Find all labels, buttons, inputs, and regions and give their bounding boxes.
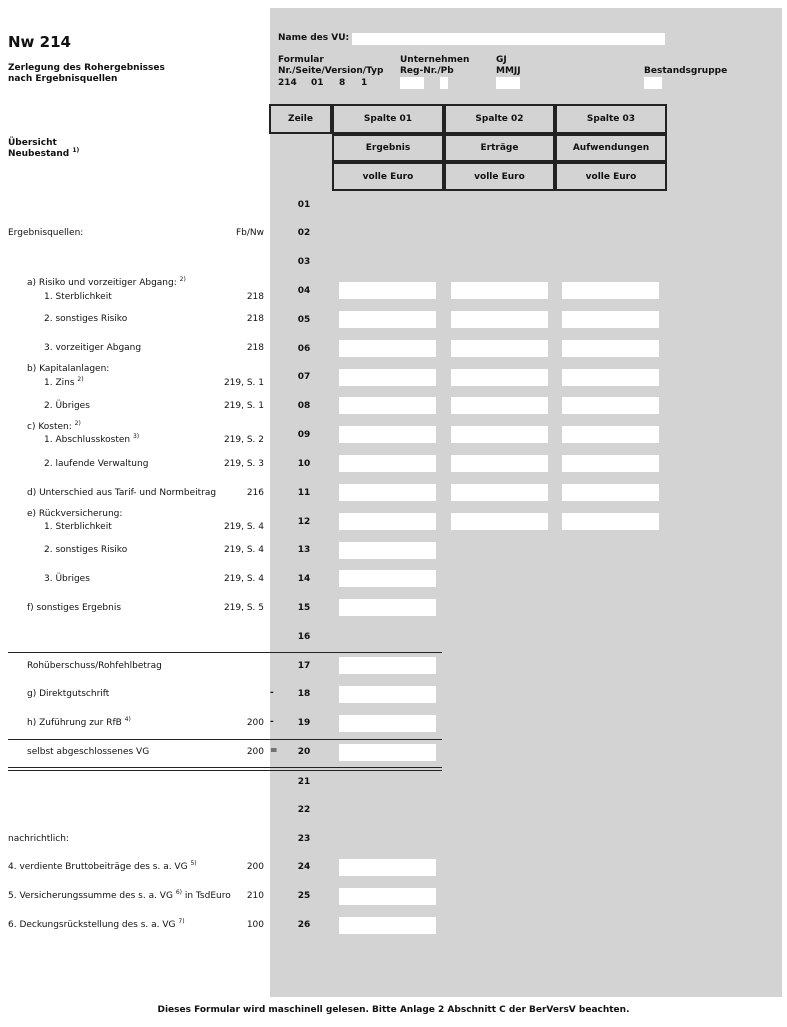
- form-subtitle: Zerlegung des Rohergebnisses nach Ergebnisquellen: [8, 63, 165, 84]
- input-r17-s01[interactable]: [339, 657, 436, 674]
- item-e-head: e) Rückversicherung:: [27, 509, 123, 519]
- item-n5-ref: 210: [246, 891, 264, 901]
- pb-field[interactable]: [440, 77, 448, 89]
- zeile-header: Zeile: [269, 104, 332, 134]
- input-r24-s01[interactable]: [339, 859, 436, 876]
- input-r11-s02[interactable]: [451, 484, 548, 501]
- formular-value-seite: 01: [311, 78, 324, 88]
- input-r06-s01[interactable]: [339, 340, 436, 357]
- input-r13-s01[interactable]: [339, 542, 436, 559]
- input-r08-s01[interactable]: [339, 397, 436, 414]
- item-e1-ref: 219, S. 4: [223, 522, 264, 532]
- input-r11-s01[interactable]: [339, 484, 436, 501]
- row-number: 11: [297, 488, 311, 498]
- input-r05-s03[interactable]: [562, 311, 659, 328]
- row-number: 02: [297, 228, 311, 238]
- item-b2: 2. Übriges: [44, 401, 90, 411]
- input-r18-s01[interactable]: [339, 686, 436, 703]
- reg-nr-field[interactable]: [400, 77, 424, 89]
- row-number: 19: [297, 718, 311, 728]
- input-r19-s01[interactable]: [339, 715, 436, 732]
- item-b-head: b) Kapitalanlagen:: [27, 364, 110, 374]
- item-a3-ref: 218: [246, 343, 264, 353]
- column-unit-1: volle Euro: [332, 162, 444, 191]
- double-line-bottom: [8, 770, 442, 771]
- column-unit-3: volle Euro: [555, 162, 667, 191]
- item-a2-ref: 218: [246, 314, 264, 324]
- input-r06-s03[interactable]: [562, 340, 659, 357]
- item-d: d) Unterschied aus Tarif- und Normbeitrag: [27, 488, 217, 498]
- row-number: 08: [297, 401, 311, 411]
- item-c-head: c) Kosten: $^{2)}$: [27, 420, 81, 432]
- item-n5: 5. Versicherungssumme des s. a. VG $^{6)}$ in TsdEuro: [8, 889, 231, 901]
- input-r10-s03[interactable]: [562, 455, 659, 472]
- spalte-02-header: Spalte 02: [444, 104, 555, 134]
- input-r08-s03[interactable]: [562, 397, 659, 414]
- item-n4: 4. verdiente Bruttobeiträge des s. a. VG $^{5)}$: [8, 860, 197, 872]
- column-name-aufwendungen: Aufwendungen: [555, 134, 667, 162]
- gj-label: GJ MMJJ: [496, 55, 521, 76]
- item-roh: Rohüberschuss/Rohfehlbetrag: [27, 661, 162, 671]
- input-r08-s02[interactable]: [451, 397, 548, 414]
- item-sav: selbst abgeschlossenes VG: [27, 747, 150, 757]
- input-r09-s01[interactable]: [339, 426, 436, 443]
- input-r09-s02[interactable]: [451, 426, 548, 443]
- item-e3-ref: 219, S. 4: [223, 574, 264, 584]
- separator-line: [8, 652, 442, 653]
- row-number: 01: [297, 200, 311, 210]
- item-c1: 1. Abschlusskosten $^{3)}$: [44, 433, 140, 445]
- item-h-ref: 200: [246, 718, 264, 728]
- vu-label: Name des VU:: [278, 33, 350, 43]
- row-number: 18: [297, 689, 311, 699]
- item-a1: 1. Sterblichkeit: [44, 292, 112, 302]
- item-b1-ref: 219, S. 1: [223, 378, 264, 388]
- item-a3: 3. vorzeitiger Abgang: [44, 343, 142, 353]
- input-r06-s02[interactable]: [451, 340, 548, 357]
- input-r07-s02[interactable]: [451, 369, 548, 386]
- item-e1: 1. Sterblichkeit: [44, 522, 112, 532]
- nachrichtlich-label: nachrichtlich:: [8, 834, 69, 844]
- row-number: 20: [297, 747, 311, 757]
- row-number: 26: [297, 920, 311, 930]
- input-r12-s01[interactable]: [339, 513, 436, 530]
- item-f-ref: 219, S. 5: [223, 603, 264, 613]
- input-r04-s02[interactable]: [451, 282, 548, 299]
- gj-field[interactable]: [496, 77, 520, 89]
- column-name-ertraege: Erträge: [444, 134, 555, 162]
- bestand-field[interactable]: [644, 77, 662, 89]
- footer-note: Dieses Formular wird maschinell gelesen. Bitte Anlage 2 Abschnitt C der BerVersV beachten.: [157, 1005, 630, 1015]
- input-r10-s01[interactable]: [339, 455, 436, 472]
- input-r07-s03[interactable]: [562, 369, 659, 386]
- input-r05-s01[interactable]: [339, 311, 436, 328]
- row-number: 12: [297, 517, 311, 527]
- formular-value-version: 8: [339, 78, 346, 88]
- row-number: 16: [297, 632, 311, 642]
- input-r04-s03[interactable]: [562, 282, 659, 299]
- item-n6: 6. Deckungsrückstellung des s. a. VG $^{7)}$: [8, 918, 185, 930]
- input-r11-s03[interactable]: [562, 484, 659, 501]
- row-number: 07: [297, 372, 311, 382]
- row-number: 03: [297, 257, 311, 267]
- item-c1-ref: 219, S. 2: [223, 435, 264, 445]
- spalte-01-header: Spalte 01: [332, 104, 444, 134]
- item-e3: 3. Übriges: [44, 574, 90, 584]
- item-sav-operator: =: [270, 746, 278, 756]
- row-number: 14: [297, 574, 311, 584]
- row-number: 10: [297, 459, 311, 469]
- row-number: 21: [297, 777, 311, 787]
- double-line-top: [8, 767, 442, 768]
- sources-ref-header: Fb/Nw: [235, 228, 264, 238]
- row-number: 15: [297, 603, 311, 613]
- item-h-operator: -: [270, 717, 274, 727]
- row-number: 23: [297, 834, 311, 844]
- row-number: 24: [297, 862, 311, 872]
- row-number: 22: [297, 805, 311, 815]
- item-n6-ref: 100: [246, 920, 264, 930]
- input-r07-s01[interactable]: [339, 369, 436, 386]
- item-a2: 2. sonstiges Risiko: [44, 314, 128, 324]
- item-b2-ref: 219, S. 1: [223, 401, 264, 411]
- item-a1-ref: 218: [246, 292, 264, 302]
- formular-value-typ: 1: [361, 78, 368, 88]
- item-sav-ref: 200: [246, 747, 264, 757]
- input-r05-s02[interactable]: [451, 311, 548, 328]
- input-r14-s01[interactable]: [339, 570, 436, 587]
- input-r25-s01[interactable]: [339, 888, 436, 905]
- item-g-operator: -: [270, 688, 274, 698]
- input-r04-s01[interactable]: [339, 282, 436, 299]
- item-c2-ref: 219, S. 3: [223, 459, 264, 469]
- input-r10-s02[interactable]: [451, 455, 548, 472]
- formular-label: Formular Nr./Seite/Version/Typ: [278, 55, 384, 76]
- item-e2-ref: 219, S. 4: [223, 545, 264, 555]
- item-h: h) Zuführung zur RfB $^{4)}$: [27, 716, 131, 728]
- column-name-ergebnis: Ergebnis: [332, 134, 444, 162]
- item-n4-ref: 200: [246, 862, 264, 872]
- separator-line: [8, 739, 442, 740]
- row-number: 06: [297, 344, 311, 354]
- input-r26-s01[interactable]: [339, 917, 436, 934]
- item-e2: 2. sonstiges Risiko: [44, 545, 128, 555]
- item-f: f) sonstiges Ergebnis: [27, 603, 122, 613]
- overview-label: Übersicht Neubestand $^{1)}$: [8, 138, 80, 159]
- row-number: 04: [297, 286, 311, 296]
- bestand-label: Bestandsgruppe: [644, 66, 728, 76]
- row-number: 25: [297, 891, 311, 901]
- item-b1: 1. Zins $^{2)}$: [44, 376, 84, 388]
- item-a-head: a) Risiko und vorzeitiger Abgang: $^{2)}$: [27, 276, 186, 288]
- input-r09-s03[interactable]: [562, 426, 659, 443]
- column-unit-2: volle Euro: [444, 162, 555, 191]
- item-c2: 2. laufende Verwaltung: [44, 459, 149, 469]
- item-g: g) Direktgutschrift: [27, 689, 110, 699]
- row-number: 13: [297, 545, 311, 555]
- unternehmen-label: Unternehmen Reg-Nr./Pb: [400, 55, 470, 76]
- row-number: 09: [297, 430, 311, 440]
- vu-name-field[interactable]: [352, 33, 665, 45]
- input-r12-s03[interactable]: [562, 513, 659, 530]
- spalte-03-header: Spalte 03: [555, 104, 667, 134]
- input-r12-s02[interactable]: [451, 513, 548, 530]
- form-title: Nw 214: [8, 33, 71, 51]
- row-number: 05: [297, 315, 311, 325]
- item-d-ref: 216: [246, 488, 264, 498]
- formular-value-nr: 214: [278, 78, 297, 88]
- input-r15-s01[interactable]: [339, 599, 436, 616]
- input-r20-s01[interactable]: [339, 744, 436, 761]
- sources-label: Ergebnisquellen:: [8, 228, 84, 238]
- row-number: 17: [297, 661, 311, 671]
